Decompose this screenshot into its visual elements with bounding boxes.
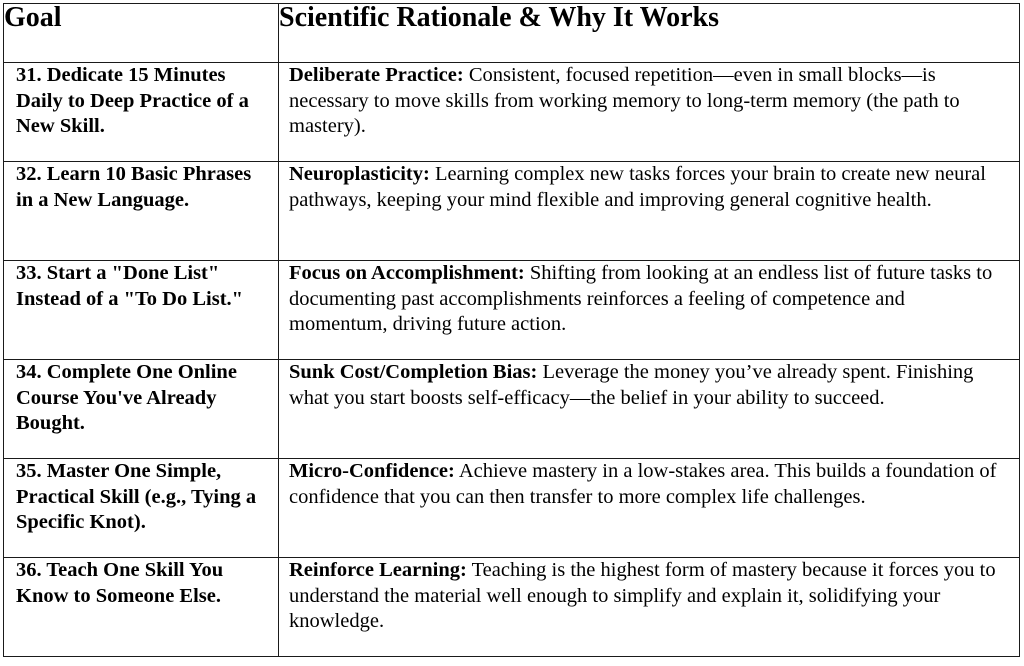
goal-cell: 31. Dedicate 15 Minutes Daily to Deep Practice of a New Skill. [4, 63, 279, 162]
rationale-text: Shifting from looking at an endless list of future tasks to documenting past accomplishments reinforces a feeling of competence and momentum, driving future action. [289, 262, 993, 335]
goal-cell: 32. Learn 10 Basic Phrases in a New Language. [4, 162, 279, 261]
rationale-term: Deliberate Practice: [289, 64, 464, 86]
rationale-term: Sunk Cost/Completion Bias: [289, 361, 538, 383]
rationale-term: Neuroplasticity: [289, 163, 430, 185]
goals-table [3, 3, 1020, 657]
goal-cell: 36. Teach One Skill You Know to Someone Else. [4, 558, 279, 657]
goal-cell: 35. Master One Simple, Practical Skill (e.g., Tying a Specific Knot). [4, 459, 279, 558]
table-body [4, 63, 1020, 657]
rationale-cell [279, 63, 1020, 162]
rationale-cell [279, 459, 1020, 558]
table-header [4, 4, 1020, 63]
rationale-cell [279, 360, 1020, 459]
table-row [4, 360, 1020, 459]
rationale-text: Achieve mastery in a low-stakes area. This builds a foundation of confidence that you can then transfer to more complex life challenges. [289, 460, 997, 508]
rationale-term: Focus on Accomplishment: [289, 262, 525, 284]
header-row [4, 4, 1020, 63]
rationale-text: Consistent, focused repetition—even in small blocks—is necessary to move skills from working memory to long-term memory (the path to mastery). [289, 64, 960, 137]
rationale-cell [279, 261, 1020, 360]
table-row [4, 162, 1020, 261]
table-row [4, 261, 1020, 360]
rationale-column-header: Scientific Rationale & Why It Works [279, 4, 1020, 63]
goal-column-header: Goal [4, 4, 279, 63]
rationale-term: Reinforce Learning: [289, 559, 467, 581]
goal-cell: 33. Start a "Done List" Instead of a "To Do List." [4, 261, 279, 360]
table-row [4, 63, 1020, 162]
rationale-text: Leverage the money you’ve already spent. Finishing what you start boosts self-efficacy—the belief in your ability to succeed. [289, 361, 974, 409]
rationale-term: Micro-Confidence: [289, 460, 455, 482]
rationale-text: Learning complex new tasks forces your brain to create new neural pathways, keeping your mind flexible and improving general cognitive health. [289, 163, 986, 211]
rationale-cell [279, 162, 1020, 261]
rationale-cell [279, 558, 1020, 657]
rationale-text: Teaching is the highest form of mastery because it forces you to understand the material well enough to simplify and explain it, solidifying your knowledge. [289, 559, 996, 632]
table-row [4, 558, 1020, 657]
goal-cell: 34. Complete One Online Course You've Already Bought. [4, 360, 279, 459]
table-row [4, 459, 1020, 558]
